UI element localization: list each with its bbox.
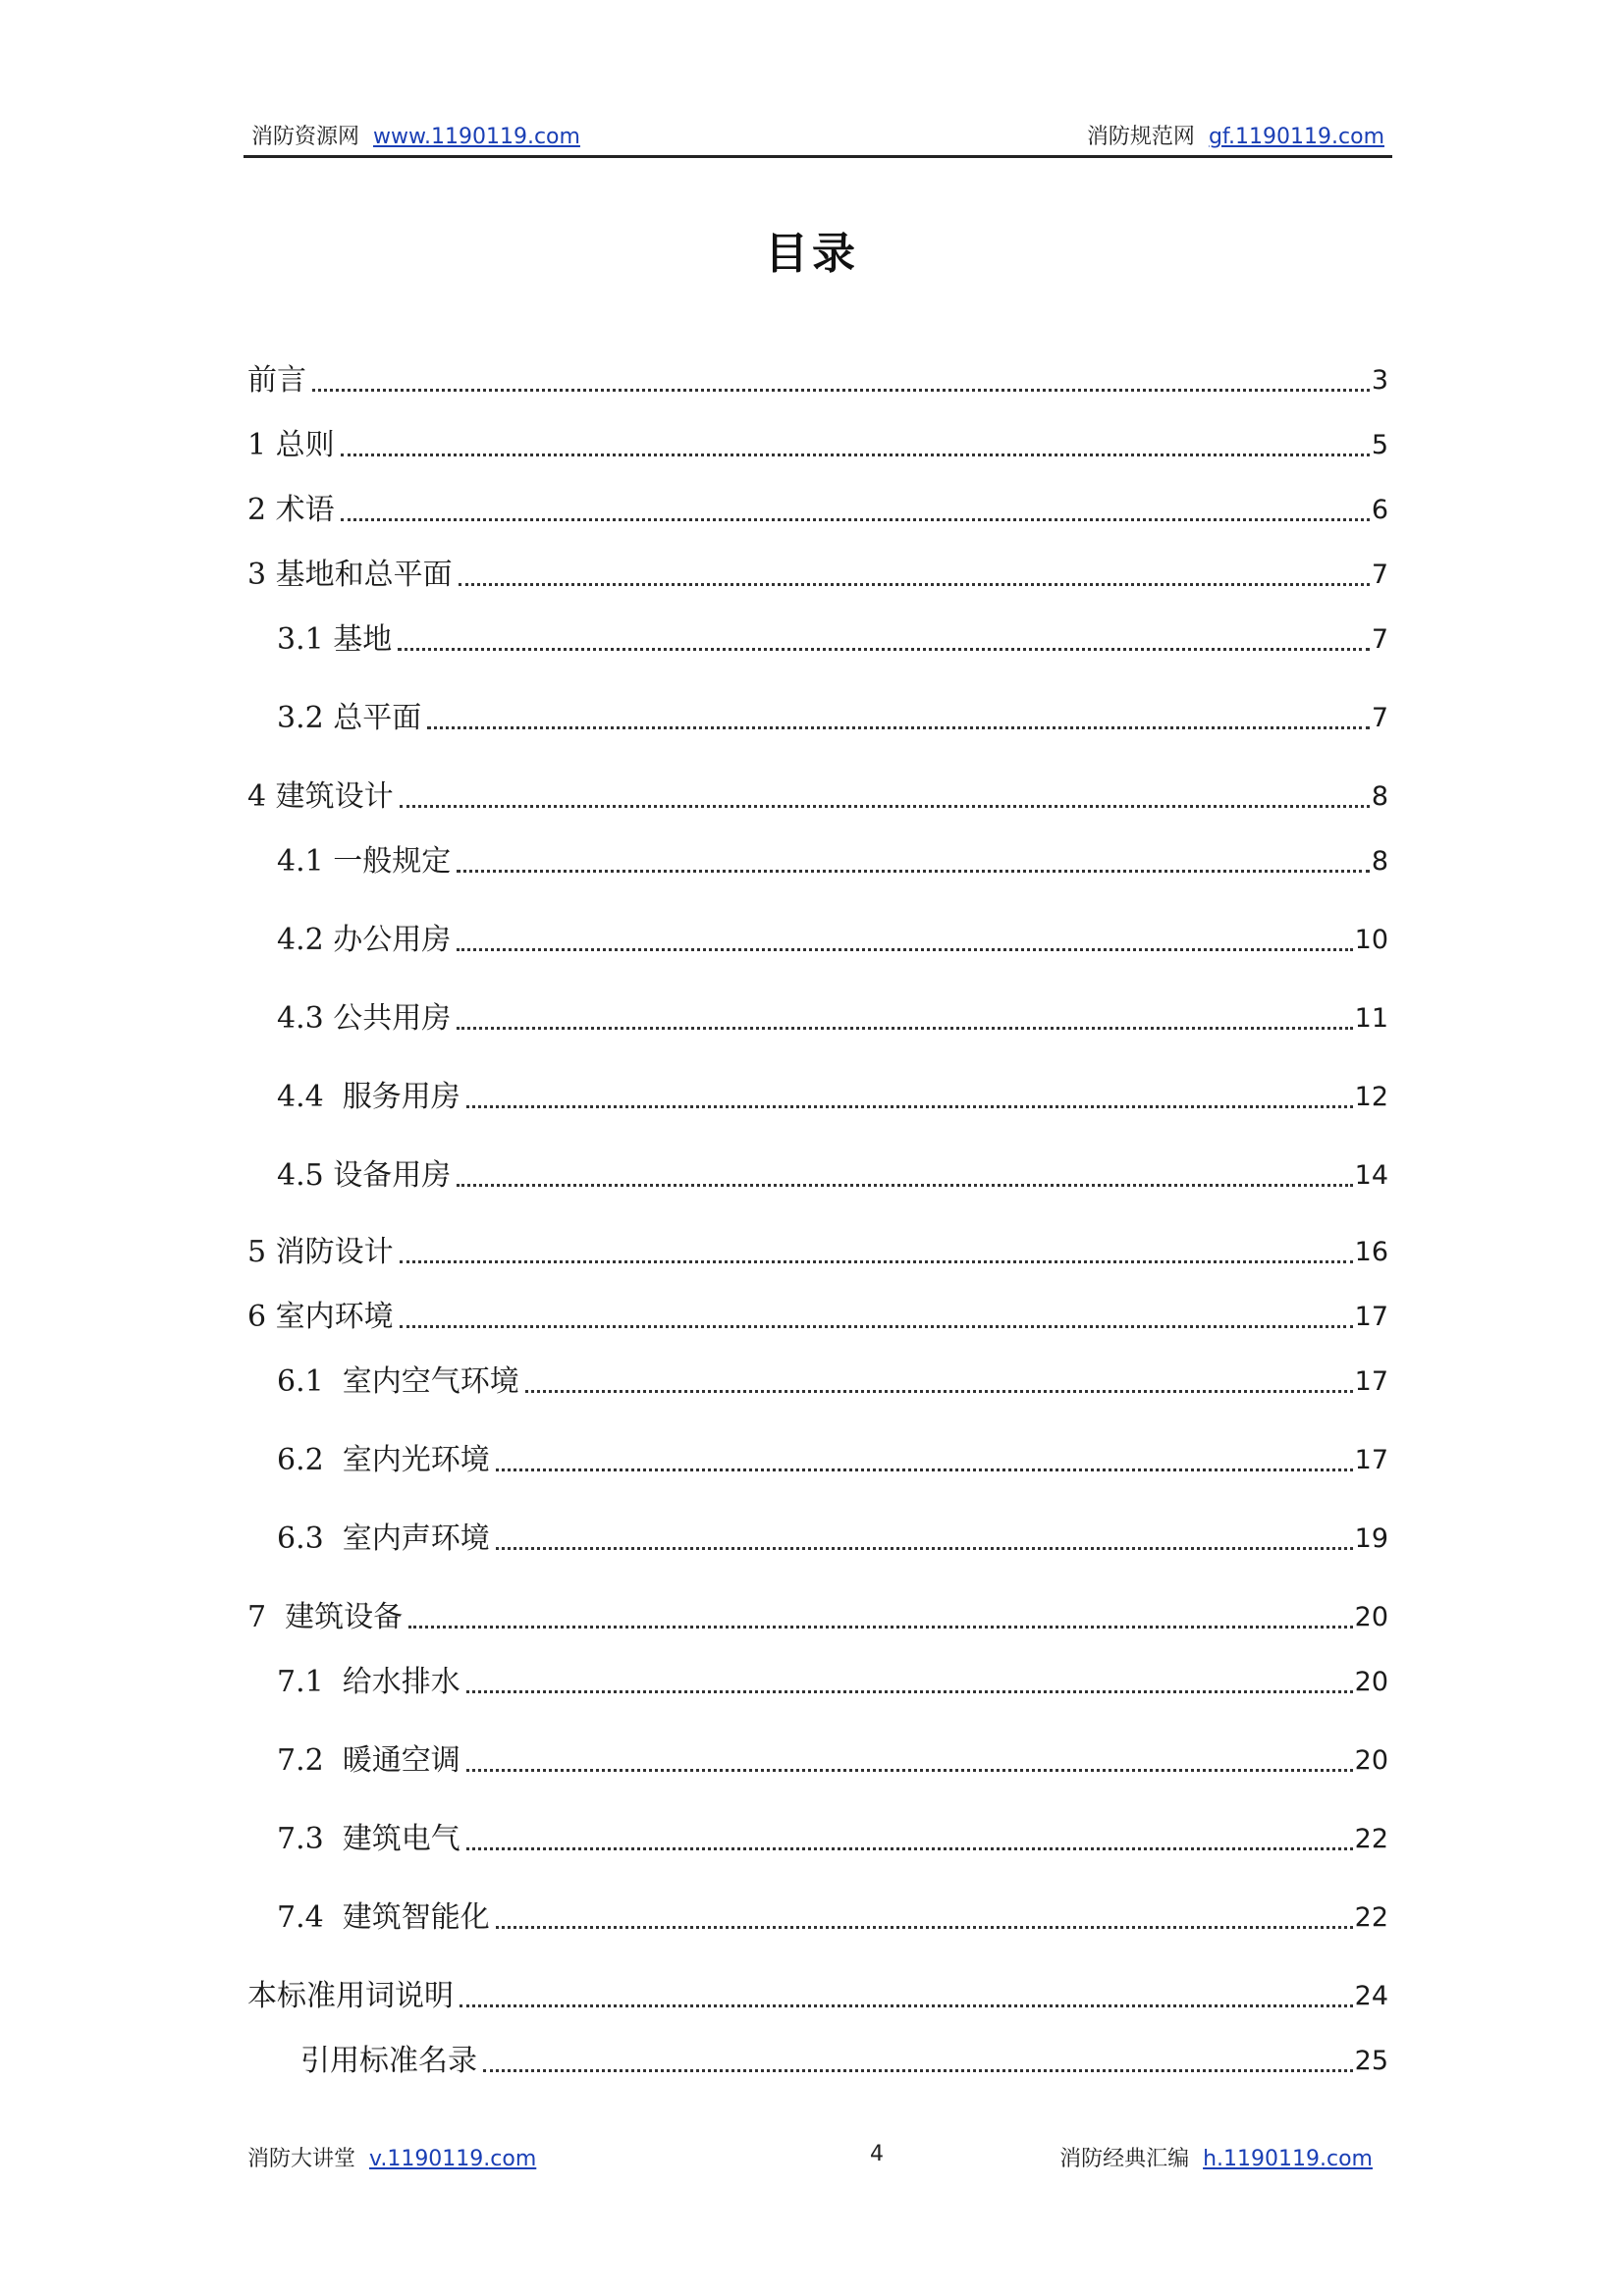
toc-entry[interactable] [277, 699, 1388, 738]
toc-leader-dots [457, 1027, 1352, 1030]
toc-leader-dots [466, 1690, 1353, 1693]
toc-entry-label: 2 术语 [247, 493, 335, 527]
toc-entry[interactable] [277, 1663, 1388, 1702]
toc-entry-label: 6.1 室内空气环境 [277, 1364, 519, 1399]
footer-left [247, 2142, 536, 2172]
footer-left-site-name: 消防大讲堂 [247, 2147, 356, 2171]
toc-entry-page: 11 [1354, 1003, 1388, 1034]
toc-entry-label: 6.2 室内光环境 [277, 1443, 490, 1477]
toc-entry-page: 8 [1371, 781, 1388, 812]
toc-entry-page: 5 [1371, 430, 1388, 460]
toc-entry-page: 20 [1354, 1745, 1388, 1776]
toc-entry-label: 4.4 服务用房 [277, 1080, 460, 1114]
toc-entry[interactable] [277, 921, 1388, 960]
header-left-site-name: 消防资源网 [251, 125, 360, 149]
toc-entry[interactable] [277, 1441, 1388, 1480]
toc-entry-label: 4.5 设备用房 [277, 1158, 452, 1193]
toc-entry[interactable] [277, 842, 1388, 881]
toc-leader-dots [483, 2069, 1353, 2072]
toc-entry[interactable] [247, 1598, 1388, 1637]
toc-entry[interactable] [277, 1156, 1388, 1196]
header-right-link[interactable]: gf.1190119.com [1208, 125, 1384, 149]
toc-entry-page: 8 [1371, 846, 1388, 877]
toc-entry-page: 10 [1354, 925, 1388, 955]
toc-entry-page: 17 [1354, 1302, 1388, 1332]
toc-leader-dots [400, 1325, 1353, 1328]
toc-entry[interactable] [247, 556, 1388, 595]
toc-entry[interactable] [247, 426, 1388, 465]
toc-entry-page: 22 [1354, 1824, 1388, 1854]
toc-entry-page: 6 [1371, 495, 1388, 525]
toc-entry-label: 3.2 总平面 [277, 701, 422, 735]
footer-right-site-name: 消防经典汇编 [1059, 2147, 1190, 2171]
toc-entry-page: 20 [1354, 1602, 1388, 1632]
toc-entry[interactable] [277, 1078, 1388, 1117]
toc-leader-dots [459, 583, 1370, 586]
toc-entry-page: 3 [1371, 365, 1388, 396]
toc-entry-label: 5 消防设计 [247, 1235, 394, 1269]
toc-leader-dots [496, 1926, 1353, 1929]
toc-entry-label: 4.2 办公用房 [277, 923, 452, 957]
toc-entry-page: 7 [1371, 624, 1388, 655]
toc-entry-label: 4.3 公共用房 [277, 1001, 452, 1036]
footer-right-link[interactable]: h.1190119.com [1203, 2147, 1373, 2171]
toc-leader-dots [427, 726, 1370, 729]
header-left [251, 120, 580, 150]
toc-leader-dots [496, 1468, 1353, 1471]
toc-entry[interactable] [277, 999, 1388, 1039]
toc-entry-label: 6.3 室内声环境 [277, 1522, 490, 1556]
header-right [1087, 120, 1384, 150]
toc-entry-label: 3 基地和总平面 [247, 558, 453, 592]
toc-entry[interactable] [277, 1898, 1388, 1938]
toc-entry-page: 17 [1354, 1445, 1388, 1475]
toc-entry-label: 1 总则 [247, 428, 335, 462]
toc-leader-dots [398, 648, 1370, 651]
toc-entry-page: 19 [1354, 1523, 1388, 1554]
toc-leader-dots [341, 518, 1370, 521]
toc-leader-dots [457, 870, 1370, 873]
toc-entry-page: 16 [1354, 1237, 1388, 1267]
toc-entry-label: 3.1 基地 [277, 622, 393, 657]
toc-entry[interactable] [277, 1820, 1388, 1859]
toc-entry[interactable] [300, 2042, 1388, 2081]
toc-leader-dots [408, 1626, 1352, 1629]
toc-leader-dots [466, 1105, 1353, 1108]
page-number: 4 [870, 2142, 884, 2166]
toc-entry-page: 14 [1354, 1160, 1388, 1191]
toc-entry[interactable] [247, 1233, 1388, 1272]
toc-entry-label: 本标准用词说明 [247, 1979, 454, 2013]
toc-leader-dots [466, 1769, 1353, 1772]
toc-entry-label: 4 建筑设计 [247, 779, 394, 814]
header-left-link[interactable]: www.1190119.com [373, 125, 580, 149]
toc-entry[interactable] [277, 1741, 1388, 1781]
toc-entry[interactable] [247, 777, 1388, 817]
toc-entry[interactable] [247, 491, 1388, 530]
toc-entry-label: 前言 [247, 363, 306, 398]
toc-leader-dots [400, 805, 1370, 808]
toc-entry[interactable] [247, 361, 1388, 400]
toc-entry-label: 7.2 暖通空调 [277, 1743, 460, 1778]
toc-entry-label: 4.1 一般规定 [277, 844, 452, 879]
toc-entry-page: 7 [1371, 560, 1388, 590]
toc-entry-label: 7.4 建筑智能化 [277, 1900, 490, 1935]
toc-leader-dots [312, 389, 1370, 392]
toc-leader-dots [460, 2004, 1353, 2007]
toc-entry-page: 25 [1354, 2046, 1388, 2076]
page-header [244, 116, 1392, 158]
toc-entry-page: 12 [1354, 1082, 1388, 1112]
toc-entry-label: 7.3 建筑电气 [277, 1822, 460, 1856]
toc-leader-dots [341, 454, 1370, 456]
toc-entry[interactable] [277, 620, 1388, 660]
toc-entry-label: 6 室内环境 [247, 1300, 394, 1334]
page-footer [244, 2142, 1392, 2177]
toc-entry-page: 17 [1354, 1366, 1388, 1397]
toc-leader-dots [525, 1390, 1353, 1393]
header-right-site-name: 消防规范网 [1086, 125, 1195, 149]
toc-entry[interactable] [247, 1977, 1388, 2016]
toc-leader-dots [400, 1260, 1353, 1263]
toc-entry-page: 7 [1371, 703, 1388, 733]
toc-entry-page: 24 [1354, 1981, 1388, 2011]
toc-leader-dots [457, 948, 1352, 951]
toc-leader-dots [496, 1547, 1353, 1550]
toc-entry-page: 20 [1354, 1667, 1388, 1697]
toc-leader-dots [466, 1847, 1353, 1850]
toc-entry[interactable] [247, 1298, 1388, 1337]
toc-entry[interactable] [277, 1362, 1388, 1402]
page-title: 目录 [765, 229, 859, 279]
toc-entry-label: 7.1 给水排水 [277, 1665, 460, 1699]
toc-entry-label: 引用标准名录 [300, 2044, 477, 2078]
toc-entry-label: 7 建筑设备 [247, 1600, 404, 1634]
footer-left-link[interactable]: v.1190119.com [369, 2147, 537, 2171]
footer-right [1059, 2142, 1373, 2172]
toc-leader-dots [457, 1184, 1352, 1187]
toc-entry[interactable] [277, 1520, 1388, 1559]
toc-entry-page: 22 [1354, 1902, 1388, 1933]
